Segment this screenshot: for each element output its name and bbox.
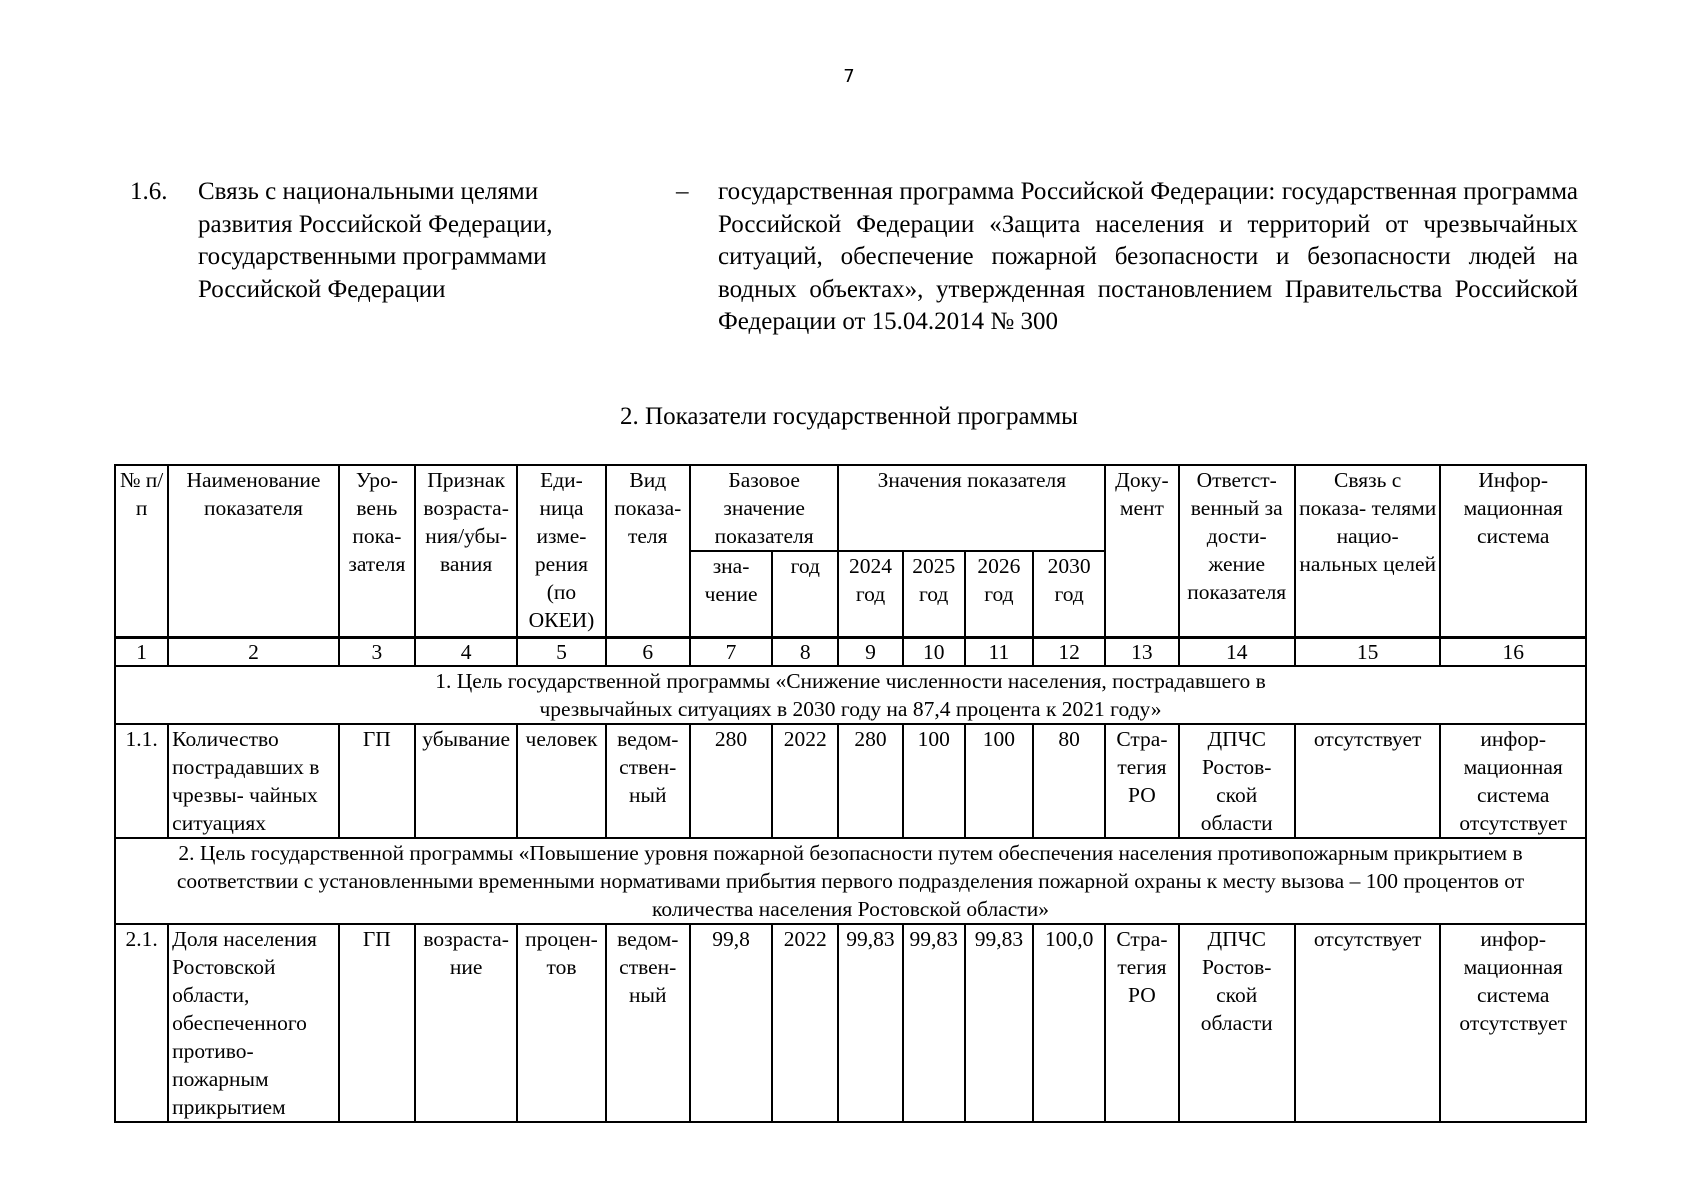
header-2024: 2024 год: [838, 551, 902, 638]
row-2-1-2026: 99,83: [965, 924, 1033, 1122]
column-number: 8: [772, 638, 838, 667]
header-info: Инфор- мационная система: [1440, 465, 1586, 638]
header-num: № п/п: [115, 465, 168, 638]
row-2-1-doc: Стра- тегия РО: [1105, 924, 1178, 1122]
row-1-1-info: инфор- мационная система отсутствует: [1440, 724, 1586, 838]
row-2-1-trend: возраста- ние: [415, 924, 517, 1122]
row-1-1-2024: 280: [838, 724, 902, 838]
indicators-table: [114, 464, 1587, 1123]
row-2-1-num: 2.1.: [115, 924, 168, 1122]
header-doc: Доку- мент: [1105, 465, 1178, 638]
header-name: Наименование показателя: [168, 465, 339, 638]
header-2026: 2026 год: [965, 551, 1033, 638]
row-2-1-2025: 99,83: [903, 924, 965, 1122]
row-2-1-name: Доля населения Ростовской области, обеспеченного противо- пожарным прикрытием: [168, 924, 339, 1122]
column-number: 16: [1440, 638, 1586, 667]
column-number: 4: [415, 638, 517, 667]
row-1-1-num: 1.1.: [115, 724, 168, 838]
row-2-1-type: ведом- ствен- ный: [606, 924, 690, 1122]
column-number: 3: [339, 638, 415, 667]
row-1-1-base-value: 280: [690, 724, 772, 838]
row-1-1-2026: 100: [965, 724, 1033, 838]
table-row: [115, 724, 1586, 838]
header-values: Значения показателя: [838, 465, 1105, 551]
row-2-1-base-value: 99,8: [690, 924, 772, 1122]
row-2-1-link: отсутствует: [1295, 924, 1440, 1122]
header-type: Вид показа- теля: [606, 465, 690, 638]
column-number: 11: [965, 638, 1033, 667]
column-number: 14: [1179, 638, 1295, 667]
header-trend: Признак возраста- ния/убы- вания: [415, 465, 517, 638]
header-2025: 2025 год: [903, 551, 965, 638]
header-link: Связь с показа- телями нацио- нальных целей: [1295, 465, 1440, 638]
column-number: 5: [517, 638, 605, 667]
goal-1-row: [115, 666, 1586, 724]
section-1-6-label: Связь с национальными целями развития Российской Федерации, государственными программами Российской Федерации: [198, 178, 553, 303]
section-2-title: 2. Показатели государственной программы: [620, 403, 1078, 430]
column-number: 9: [838, 638, 902, 667]
row-1-1-link: отсутствует: [1295, 724, 1440, 838]
column-number-row: [115, 638, 1586, 667]
header-2030: 2030 год: [1033, 551, 1105, 638]
row-1-1-level: ГП: [339, 724, 415, 838]
column-number: 12: [1033, 638, 1105, 667]
goal-1-text: 1. Цель государственной программы «Снижение численности населения, пострадавшего в чрезвычайных ситуациях в 2030 году на 87,4 процента к 2021 году»: [115, 666, 1586, 724]
row-2-1-2024: 99,83: [838, 924, 902, 1122]
row-1-1-unit: человек: [517, 724, 605, 838]
row-2-1-unit: процен- тов: [517, 924, 605, 1122]
row-1-1-doc: Стра- тегия РО: [1105, 724, 1178, 838]
column-number: 7: [690, 638, 772, 667]
row-2-1-2030: 100,0: [1033, 924, 1105, 1122]
goal-2-row: [115, 838, 1586, 924]
column-number: 13: [1105, 638, 1178, 667]
column-number: 15: [1295, 638, 1440, 667]
column-number: 6: [606, 638, 690, 667]
header-unit: Еди- ница изме- рения (по ОКЕИ): [517, 465, 605, 638]
row-1-1-base-year: 2022: [772, 724, 838, 838]
section-1-6-number: 1.6.: [130, 178, 168, 205]
header-base: Базовое значение показателя: [690, 465, 838, 551]
header-base-value: зна- чение: [690, 551, 772, 638]
header-row-1: [115, 465, 1586, 551]
section-1-6-dash: –: [676, 178, 689, 205]
row-2-1-resp: ДПЧС Ростов- ской области: [1179, 924, 1295, 1122]
header-resp: Ответст- венный за дости- жение показателя: [1179, 465, 1295, 638]
row-1-1-resp: ДПЧС Ростов- ской области: [1179, 724, 1295, 838]
row-1-1-2030: 80: [1033, 724, 1105, 838]
row-2-1-base-year: 2022: [772, 924, 838, 1122]
row-1-1-name: Количество пострадавших в чрезвы- чайных ситуациях: [168, 724, 339, 838]
table-row: [115, 924, 1586, 1122]
goal-2-text: 2. Цель государственной программы «Повышение уровня пожарной безопасности путем обеспечения населения противопожарным прикрытием в соответствии с установленными временными нормативами прибытия первого подразделения пожарной охраны к месту вызова – 100 процентов от количества населения Ростовской области»: [115, 838, 1586, 924]
column-number: 1: [115, 638, 168, 667]
row-1-1-2025: 100: [903, 724, 965, 838]
column-number: 2: [168, 638, 339, 667]
row-2-1-level: ГП: [339, 924, 415, 1122]
page-number: 7: [843, 66, 855, 87]
header-base-year: год: [772, 551, 838, 638]
row-1-1-trend: убывание: [415, 724, 517, 838]
header-level: Уро- вень пока- зателя: [339, 465, 415, 638]
column-number: 10: [903, 638, 965, 667]
row-1-1-type: ведом- ствен- ный: [606, 724, 690, 838]
section-1-6-value: государственная программа Российской Федерации: государственная программа Российской Федерации «Защита населения и территорий от чрезвычайных ситуаций, обеспечение пожарной безопасности и безопасности людей на водных объектах», утвержденная постановлением Правительства Российской Федерации от 15.04.2014 № 300: [718, 178, 1578, 335]
row-2-1-info: инфор- мационная система отсутствует: [1440, 924, 1586, 1122]
